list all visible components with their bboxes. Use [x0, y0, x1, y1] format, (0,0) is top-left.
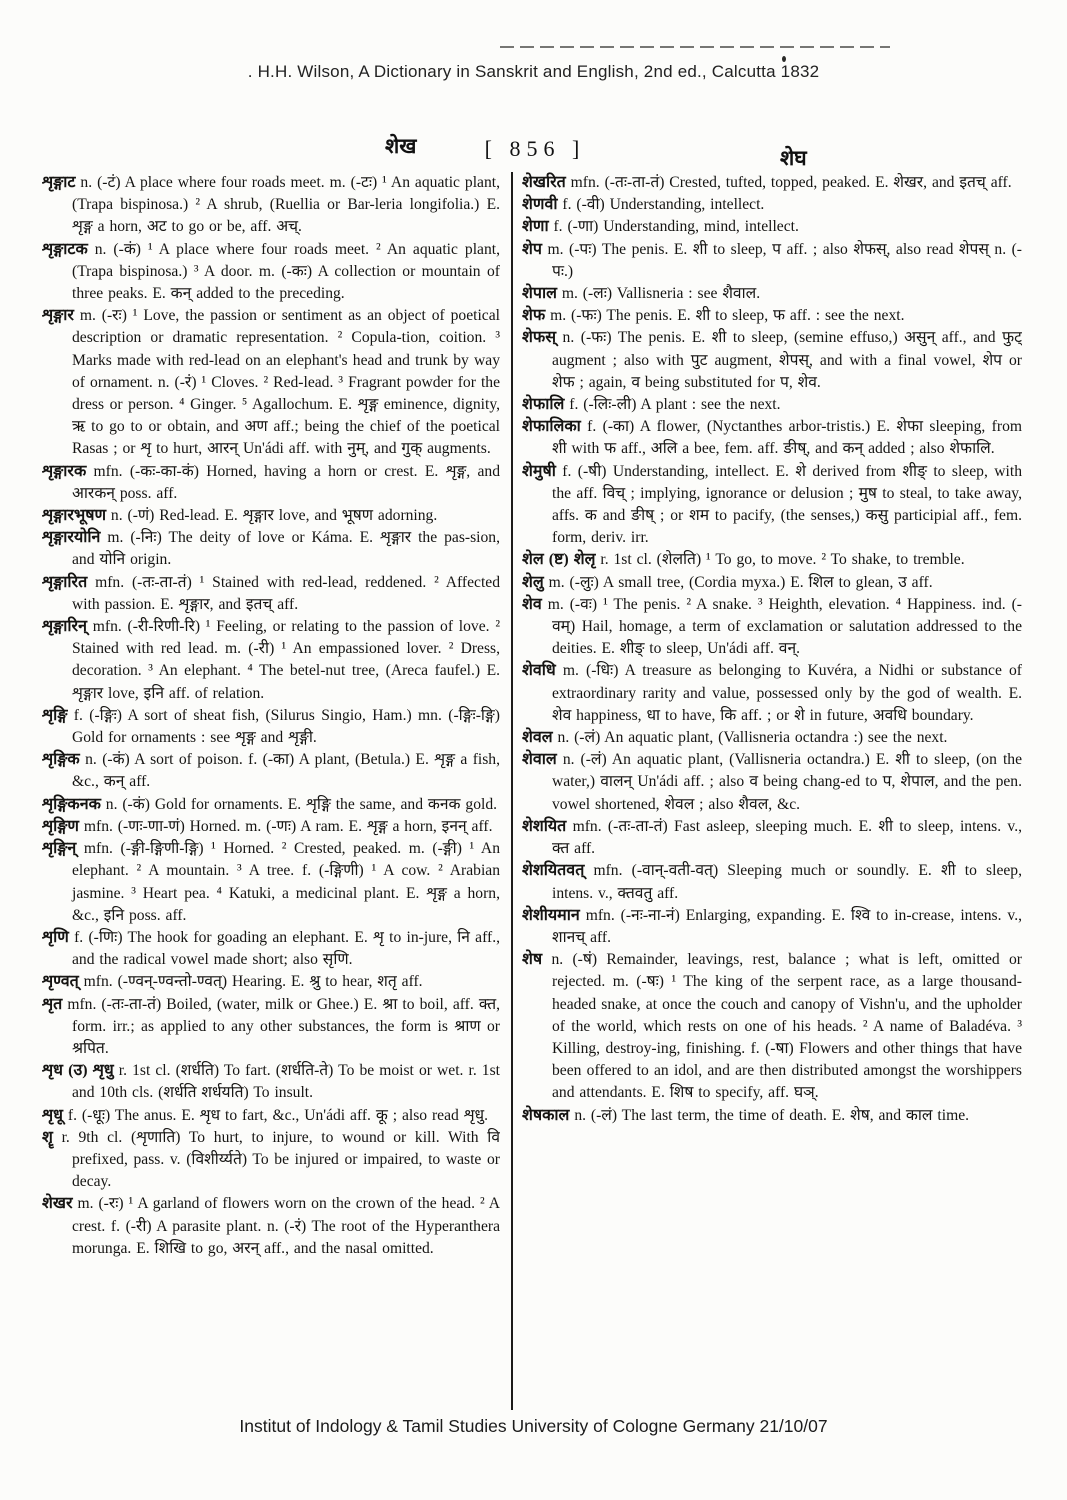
text-columns	[42, 172, 1022, 1410]
entry-body: mfn. (-णः-णा-णं) Horned. m. (-णः) A ram. E. शृङ्ग a horn, इनन् aff.	[78, 817, 493, 835]
running-head	[0, 132, 1067, 172]
dictionary-entry	[522, 239, 1022, 283]
dictionary-entry	[522, 194, 1022, 216]
entry-headword: शेष	[522, 951, 543, 969]
entry-headword: शेफ	[522, 307, 546, 325]
entry-headword: शेफालि	[522, 396, 565, 414]
entry-body: f. (-षी) Understanding, intellect. E. शे derived from शीङ् to sleep, with the aff. विच् ; implying, ignorance or delusion ; मुष to steal, to take away, affs. क and ङीष् ; or शम to pacify, (the senses,) कसु participial aff., fem. form, deriv. irr.	[552, 462, 1022, 547]
entry-body: f. (-का) A flower, (Nyctanthes arbor-tristis.) E. शेफा sleeping, from शी with फ aff., अलि a bee, fem. aff. ङीष्, and कन् added ; also शेफालि.	[552, 418, 1022, 458]
dictionary-entry	[42, 461, 500, 505]
entry-headword: शॄ	[42, 1128, 53, 1146]
dictionary-entry	[522, 416, 1022, 460]
dictionary-entry	[522, 549, 1022, 571]
entry-headword: शृङ्गारभूषण	[42, 507, 107, 525]
entry-body: n. (-फः) The penis. E. शी to sleep, (semine effuso,) असुन् aff., and फुट् augment ; also with पुट augment, शेपस्, and with a final vowel, शेप or शेफ ; again, व being substituted for प, शेव.	[552, 329, 1022, 391]
entry-body: mfn. (-तः-ता-तं) Crested, tufted, topped, peaked. E. शेखर, and इतच् aff.	[565, 174, 1012, 191]
entry-body: m. (-पः) The penis. E. शी to sleep, प aff. ; also शेफस्, also read शेपस् n. (-पः.)	[541, 240, 1022, 280]
entry-headword: शृङ्गिण	[42, 817, 79, 835]
dictionary-entry	[42, 1105, 500, 1127]
entry-body: mfn. (-तः-ता-तं) Boiled, (water, milk or Ghee.) E. श्रा to boil, aff. क्त, form. irr.; as applied to any other substances, the form is श्राण or श्रपित.	[62, 995, 500, 1057]
dictionary-entry	[522, 727, 1022, 749]
entry-headword: शेशीयमान	[522, 906, 580, 924]
dictionary-entry	[522, 461, 1022, 550]
entry-headword: शेप	[522, 240, 542, 258]
entry-headword: शेणा	[522, 218, 549, 236]
footer-attribution: Institut of Indology & Tamil Studies University of Cologne Germany 21/10/07	[239, 1416, 828, 1436]
dictionary-entry	[42, 1060, 500, 1104]
dictionary-entry	[522, 1105, 1022, 1127]
entry-headword: शेफालिका	[522, 418, 581, 436]
entry-headword: शृधू	[42, 1106, 63, 1124]
entry-headword: शेवधि	[522, 662, 556, 680]
dictionary-entry	[522, 305, 1022, 327]
entry-body: m. (-रः) ¹ A garland of flowers worn on the crown of the head. ² A crest. f. (-री) A parasite plant. n. (-रं) The root of the Hyperanthera morunga. E. शिखि to go, अरन् aff., and the nasal omitted.	[72, 1195, 500, 1257]
dictionary-entry	[42, 749, 500, 793]
entry-body: r. 9th cl. (शृणाति) To hurt, to injure, to wound or kill. With वि prefixed, pass. v. (विशीर्य्यते) To be injured or impaired, to waste or decay.	[52, 1128, 500, 1191]
dictionary-entry	[42, 505, 500, 527]
entry-headword: शृङ्गारक	[42, 462, 87, 480]
dictionary-entry	[42, 794, 500, 816]
entry-body: m. (-लः) Vallisneria : see शैवाल.	[556, 285, 761, 303]
entry-headword: शेणवी	[522, 196, 558, 214]
dictionary-entry	[42, 1193, 500, 1260]
entry-headword: शेव	[522, 595, 542, 613]
entry-headword: शेशयितवत्	[522, 862, 585, 880]
entry-body: mfn. (-तः-ता-तं) Fast asleep, sleeping much. E. शी to sleep, intens. v., क्त aff.	[552, 817, 1022, 858]
dictionary-entry	[42, 572, 500, 616]
entry-headword: शृणि	[42, 928, 69, 946]
source-attribution: . H.H. Wilson, A Dictionary in Sanskrit and English, 2nd ed., Calcutta 1832	[247, 62, 820, 81]
dictionary-entry	[522, 572, 1022, 594]
entry-headword: शृङ्गि	[42, 706, 68, 724]
dictionary-entry	[42, 1127, 500, 1194]
entry-headword: शेपाल	[522, 285, 557, 303]
entry-body: f. (-धूः) The anus. E. शृध to fart, &c., Un'ádi aff. कू ; also read शृधु.	[62, 1106, 489, 1124]
entry-headword: शृङ्गारित	[42, 573, 88, 591]
dictionary-entry	[522, 283, 1022, 305]
entry-body: r. 1st cl. (शर्धति) To fart. (शर्धति-ते) To be moist or wet. r. 1st and 10th cls. (शर्धति शर्धयति) To insult.	[72, 1062, 500, 1102]
dictionary-entry	[42, 527, 500, 571]
scan-artifact-line	[500, 46, 890, 48]
entry-body: f. (-ङ्गिः) A sort of sheat fish, (Silurus Singio, Ham.) mn. (-ङ्गिः-ङ्गि) Gold for ornaments : see शृङ्ग and शृङ्गी.	[67, 706, 500, 747]
left-column	[42, 172, 500, 1410]
entry-headword: शृत	[42, 995, 63, 1013]
entry-headword: शृङ्गाटक	[42, 240, 88, 258]
entry-body: m. (-रः) ¹ Love, the passion or sentiment as an object of poetical description or dramatic representation. ² Copula-tion, coition. ³ Marks made with red-lead on an elephant's head and trunk by way of ornament. n. (-रं) ¹ Cloves. ² Red-lead. ³ Fragrant powder for the dress or person. ⁴ Ginger. ⁵ Agallochum. E. शृङ्ग eminence, dignity, ऋ to go to or obtain, and अण aff.; being the chief of the poetical Rasas ; or शृ to hurt, आरन् Un'ádi aff. with नुम्, and गुक् augments.	[72, 307, 500, 458]
entry-headword: शृङ्गिकनक	[42, 795, 101, 813]
entry-body: n. (-कं) Gold for ornaments. E. शृङ्गि the same, and कनक gold.	[100, 795, 498, 813]
dictionary-entry	[522, 949, 1022, 1104]
dictionary-entry	[42, 616, 500, 705]
entry-body: n. (-कं) ¹ A place where four roads meet. ² An aquatic plant, (Trapa bispinosa.) ³ A door. m. (-कः) A collection or mountain of three peaks. E. कन् added to the preceding.	[72, 240, 500, 303]
entry-body: n. (-णं) Red-lead. E. शृङ्गार love, and भूषण adorning.	[106, 507, 438, 525]
entry-headword: शेषकाल	[522, 1106, 570, 1124]
entry-headword: शेवल	[522, 729, 553, 747]
entry-headword: शृङ्गाट	[42, 174, 76, 191]
entry-body: f. (-णा) Understanding, mind, intellect.	[548, 218, 799, 236]
entry-headword: शृङ्गारिन्	[42, 618, 87, 636]
entry-headword: शृङ्गार	[42, 307, 74, 325]
catchword-left: शेख	[385, 134, 417, 158]
entry-body: m. (-लुः) A small tree, (Cordia myxa.) E. शिल to glean, उ aff.	[543, 573, 933, 591]
entry-body: f. (-लिः-ली) A plant : see the next.	[564, 396, 781, 414]
entry-headword: शृध (उ) शृधु	[42, 1062, 114, 1080]
entry-body: m. (-फः) The penis. E. शी to sleep, फ aff. : see the next.	[545, 307, 905, 325]
entry-headword: शेशयित	[522, 817, 567, 835]
dictionary-entry	[42, 705, 500, 749]
entry-headword: शेफस्	[522, 329, 557, 347]
entry-body: r. 1st cl. (शेलति) ¹ To go, to move. ² To shake, to tremble.	[595, 551, 965, 569]
dictionary-entry	[522, 216, 1022, 238]
entry-body: m. (-निः) The deity of love or Káma. E. शृङ्गार the pas-sion, and योनि origin.	[72, 529, 500, 569]
dictionary-entry	[42, 971, 500, 993]
entry-body: n. (-लं) An aquatic plant, (Vallisneria octandra :) see the next.	[552, 729, 948, 747]
dictionary-entry	[522, 905, 1022, 949]
entry-body: n. (-कं) A sort of poison. f. (-का) A plant, (Betula.) E. शृङ्ग a fish, &c., कन् aff.	[72, 751, 500, 791]
entry-headword: शृङ्गिन्	[42, 840, 77, 858]
dictionary-entry	[42, 838, 500, 927]
entry-body: n. (-लं) An aquatic plant, (Vallisneria octandra.) E. शी to sleep, (on the water,) वालन् Un'ádi aff. ; also व being chang-ed to प, शेपाल, and the pen. vowel shortened, शेवल ; also शैवल, &c.	[552, 751, 1022, 813]
entry-body: mfn. (-री-रिणी-रि) ¹ Feeling, or relating to the passion of love. ² Stained with red lead. m. (-री) ¹ An empassioned lover. ² Dress, decoration. ³ An elephant. ⁴ The betel-nut tree, (Areca faufel.) E. शृङ्गार love, इनि aff. of relation.	[72, 618, 500, 702]
dictionary-entry	[42, 994, 500, 1061]
entry-body: n. (-षं) Remainder, leavings, rest, balance ; what is left, omitted or rejected. m. (-षः) ¹ The king of the serpent race, as a large thousand-headed snake, at once the couch and canopy of Vishn'u, and the upholder of the world, which rests on one of his heads. ² A name of Baladéva. ³ Killing, destroy-ing, finishing. f. (-षा) Flowers and other things that have been offered to an idol, and are then distributed amongst the worshippers and attendants. E. शिष to specify, aff. घञ्.	[542, 951, 1022, 1102]
entry-body: mfn. (-ण्वन्-ण्वन्तो-ण्वत्) Hearing. E. श्रु to hear, शतृ aff.	[78, 973, 423, 991]
right-column	[522, 172, 1022, 1410]
dictionary-entry	[522, 394, 1022, 416]
entry-body: mfn. (-कः-का-कं) Horned, having a horn or crest. E. शृङ्ग, and आरकन् poss. aff.	[72, 462, 500, 502]
entry-body: mfn. (-ङ्गी-ङ्गिणी-ङ्गि) ¹ Horned. ² Crested, peaked. m. (-ङ्गी) ¹ An elephant. ² A mountain. ³ A tree. f. (-ङ्गिणी) ¹ A cow. ² Arabian jasmine. ³ Heart pea. ⁴ Katuki, a medicinal plant. E. शृङ्ग a horn, &c., इनि poss. aff.	[72, 840, 500, 924]
entry-body: mfn. (-तः-ता-तं) ¹ Stained with red-lead, reddened. ² Affected with passion. E. शृङ्गार, and इतच् aff.	[72, 573, 500, 613]
entry-body: f. (-वी) Understanding, intellect.	[557, 196, 765, 214]
dictionary-entry	[522, 816, 1022, 860]
dictionary-entry	[522, 660, 1022, 727]
entry-body: n. (-लं) The last term, the time of death. E. शेष, and काल time.	[569, 1106, 970, 1124]
entry-headword: शृण्वत्	[42, 973, 79, 991]
entry-body: n. (-टं) A place where four roads meet. m. (-टः) ¹ An aquatic plant, (Trapa bispinosa.) ² A shrub, (Ruellia or Bar-leria longifolia.) E. शृङ्ग a horn, अट to go or be, aff. अच्.	[72, 174, 500, 236]
dictionary-entry	[42, 816, 500, 838]
entry-headword: शृङ्गिक	[42, 751, 80, 769]
dictionary-entry	[522, 594, 1022, 661]
entry-body: m. (-वः) ¹ The penis. ² A snake. ³ Heighth, elevation. ⁴ Happiness. ind. (-वम्) Hail, homage, a term of exclamation or salutation addressed to the deities. E. शीङ् to sleep, Un'ádi aff. वन्.	[541, 595, 1022, 658]
entry-headword: शृङ्गारयोनि	[42, 529, 101, 547]
dictionary-entry	[42, 927, 500, 971]
entry-body: f. (-णिः) The hook for goading an elephant. E. शृ to in-jure, नि aff., and the radical vowel made short; also सृणि.	[68, 928, 500, 969]
column-divider	[511, 172, 513, 1410]
entry-headword: शेल (ष्ट) शेलृ	[522, 551, 596, 569]
dictionary-entry	[522, 172, 1022, 194]
dictionary-entry	[42, 239, 500, 306]
dictionary-entry	[42, 305, 500, 460]
catchword-right: शेघ	[780, 146, 807, 170]
dictionary-entry	[522, 749, 1022, 816]
entry-headword: शेखर	[42, 1195, 73, 1213]
entry-headword: शेलु	[522, 573, 544, 591]
entry-headword: शेमुषी	[522, 462, 556, 480]
dictionary-entry	[522, 860, 1022, 904]
dictionary-entry	[42, 172, 500, 239]
entry-body: m. (-धिः) A treasure as belonging to Kuvéra, a Nidhi or substance of extraordinary rarity and value, possessed only by the god of wealth. E. शेव happiness, धा to have, कि aff. ; or शे in future, अवधि boundary.	[552, 662, 1022, 724]
entry-body: mfn. (-वान्-वती-वत्) Sleeping much or soundly. E. शी to sleep, intens. v., क्तवतु aff.	[552, 862, 1022, 902]
entry-body: mfn. (-नः-ना-नं) Enlarging, expanding. E. श्वि to in-crease, intens. v., शानच् aff.	[552, 906, 1022, 946]
dictionary-entry	[522, 327, 1022, 394]
entry-headword: शेखरित	[522, 174, 566, 191]
entry-headword: शेवाल	[522, 751, 557, 769]
page-number: [ 856 ]	[484, 136, 586, 161]
